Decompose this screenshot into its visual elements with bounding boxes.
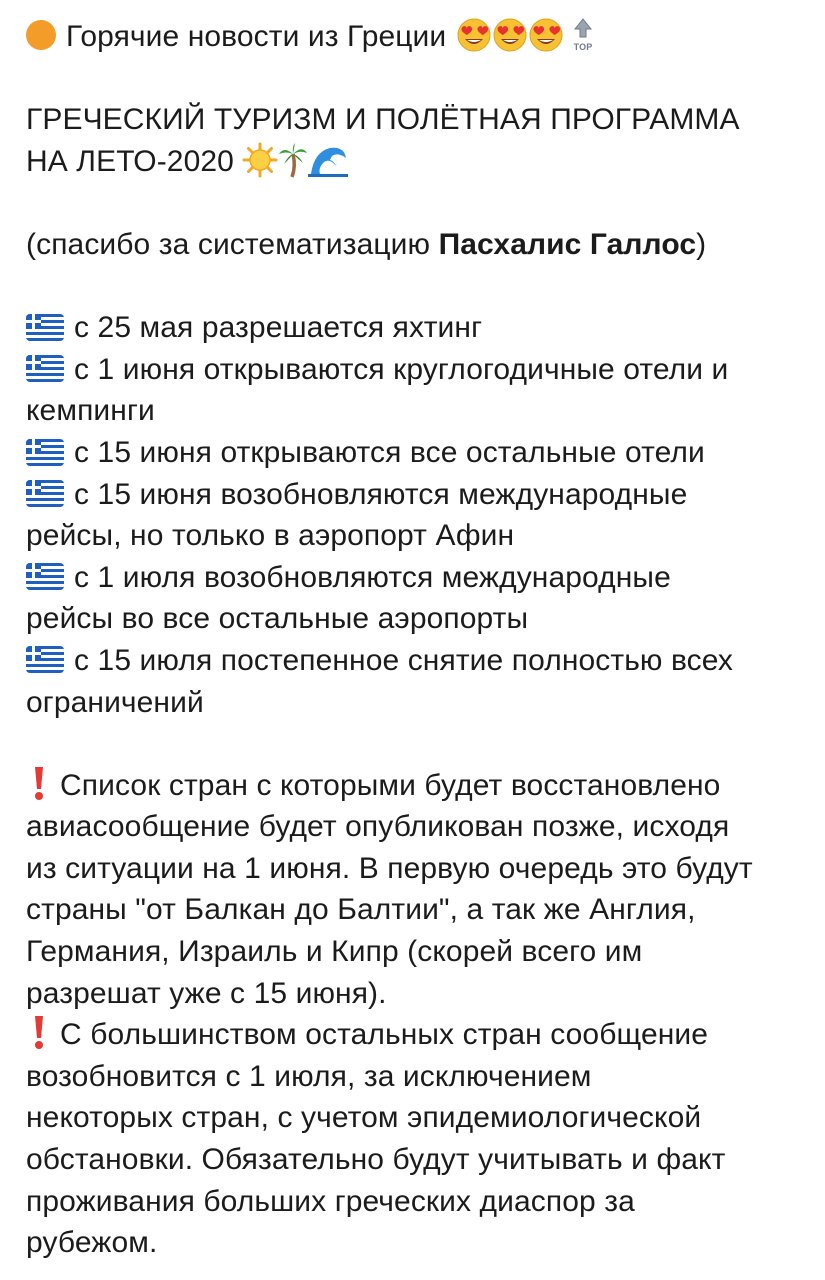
list-item [26, 349, 818, 391]
greek-flag-icon [26, 563, 64, 590]
red-exclamation-icon [26, 765, 52, 801]
note-text: обстановки. Обязательно будут учитывать и факт [26, 1143, 726, 1177]
post-title-line [26, 16, 818, 58]
heart-eyes-icon [457, 18, 491, 52]
heart-eyes-icon [493, 18, 527, 52]
list-item-continuation: рейсы, но только в аэропорт Афин [26, 519, 515, 553]
note-other-countries [26, 1014, 818, 1264]
list-item-text: с 15 июня открываются все остальные отели [74, 435, 705, 469]
list-item [26, 432, 818, 474]
list-item-text: с 1 июня открываются круглогодичные отели и [74, 352, 729, 386]
list-item-text: с 25 мая разрешается яхтинг [74, 311, 483, 345]
note-text: из ситуации на 1 июня. В первую очередь это будут [26, 851, 753, 885]
list-item-text: с 1 июля возобновляются международные [74, 560, 671, 594]
greek-flag-icon [26, 646, 64, 673]
note-countries [26, 765, 818, 1015]
list-item [26, 557, 818, 599]
palm-tree-icon [278, 142, 308, 178]
list-item-continuation: рейсы во все остальные аэропорты [26, 602, 529, 636]
list-item [26, 640, 818, 682]
wave-icon [308, 142, 348, 178]
greek-flag-icon [26, 314, 64, 341]
note-text: Германия, Израиль и Кипр (скорей всего им [26, 935, 643, 969]
note-text: некоторых стран, с учетом эпидемиологической [26, 1101, 702, 1135]
note-text: Список стран с которыми будет восстановлено [60, 768, 721, 802]
list-item [26, 474, 818, 516]
credit-suffix: ) [696, 227, 707, 261]
headline-line-1: ГРЕЧЕСКИЙ ТУРИЗМ И ПОЛЁТНАЯ ПРОГРАММА [26, 103, 740, 137]
list-item-continuation: ограничений [26, 685, 204, 719]
post-title: Горячие новости из Греции [66, 20, 447, 53]
top-arrow-icon [571, 17, 595, 53]
headline-line-2 [26, 141, 818, 183]
note-text: страны "от Балкан до Балтии", а так же Англия, [26, 893, 696, 927]
note-text: авиасообщение будет опубликован позже, исходя [26, 810, 730, 844]
note-text: возобновится с 1 июля, за исключением [26, 1059, 592, 1093]
top-label: TOP [573, 42, 593, 53]
schedule-list [26, 307, 818, 723]
credit-prefix: (спасибо за систематизацию [26, 227, 439, 261]
post-content [26, 16, 818, 1264]
headline-text: НА ЛЕТО-2020 [26, 144, 234, 178]
list-item [26, 307, 818, 349]
list-item-continuation: кемпинги [26, 394, 155, 428]
note-text: С большинством остальных стран сообщение [60, 1018, 709, 1052]
orange-circle-icon [26, 20, 56, 50]
greek-flag-icon [26, 439, 64, 466]
greek-flag-icon [26, 355, 64, 382]
note-text: проживания больших греческих диаспор за [26, 1184, 635, 1218]
red-exclamation-icon [26, 1014, 52, 1050]
note-text: разрешат уже с 15 июня). [26, 976, 387, 1010]
credit-name: Пасхалис Галлос [438, 227, 697, 261]
list-item-text: с 15 июня возобновляются международные [74, 477, 688, 511]
greek-flag-icon [26, 480, 64, 507]
sun-icon [242, 142, 278, 178]
heart-eyes-icon [529, 18, 563, 52]
list-item-text: с 15 июля постепенное снятие полностью всех [74, 643, 733, 677]
note-text: рубежом. [26, 1226, 158, 1260]
credit-line [26, 224, 818, 266]
